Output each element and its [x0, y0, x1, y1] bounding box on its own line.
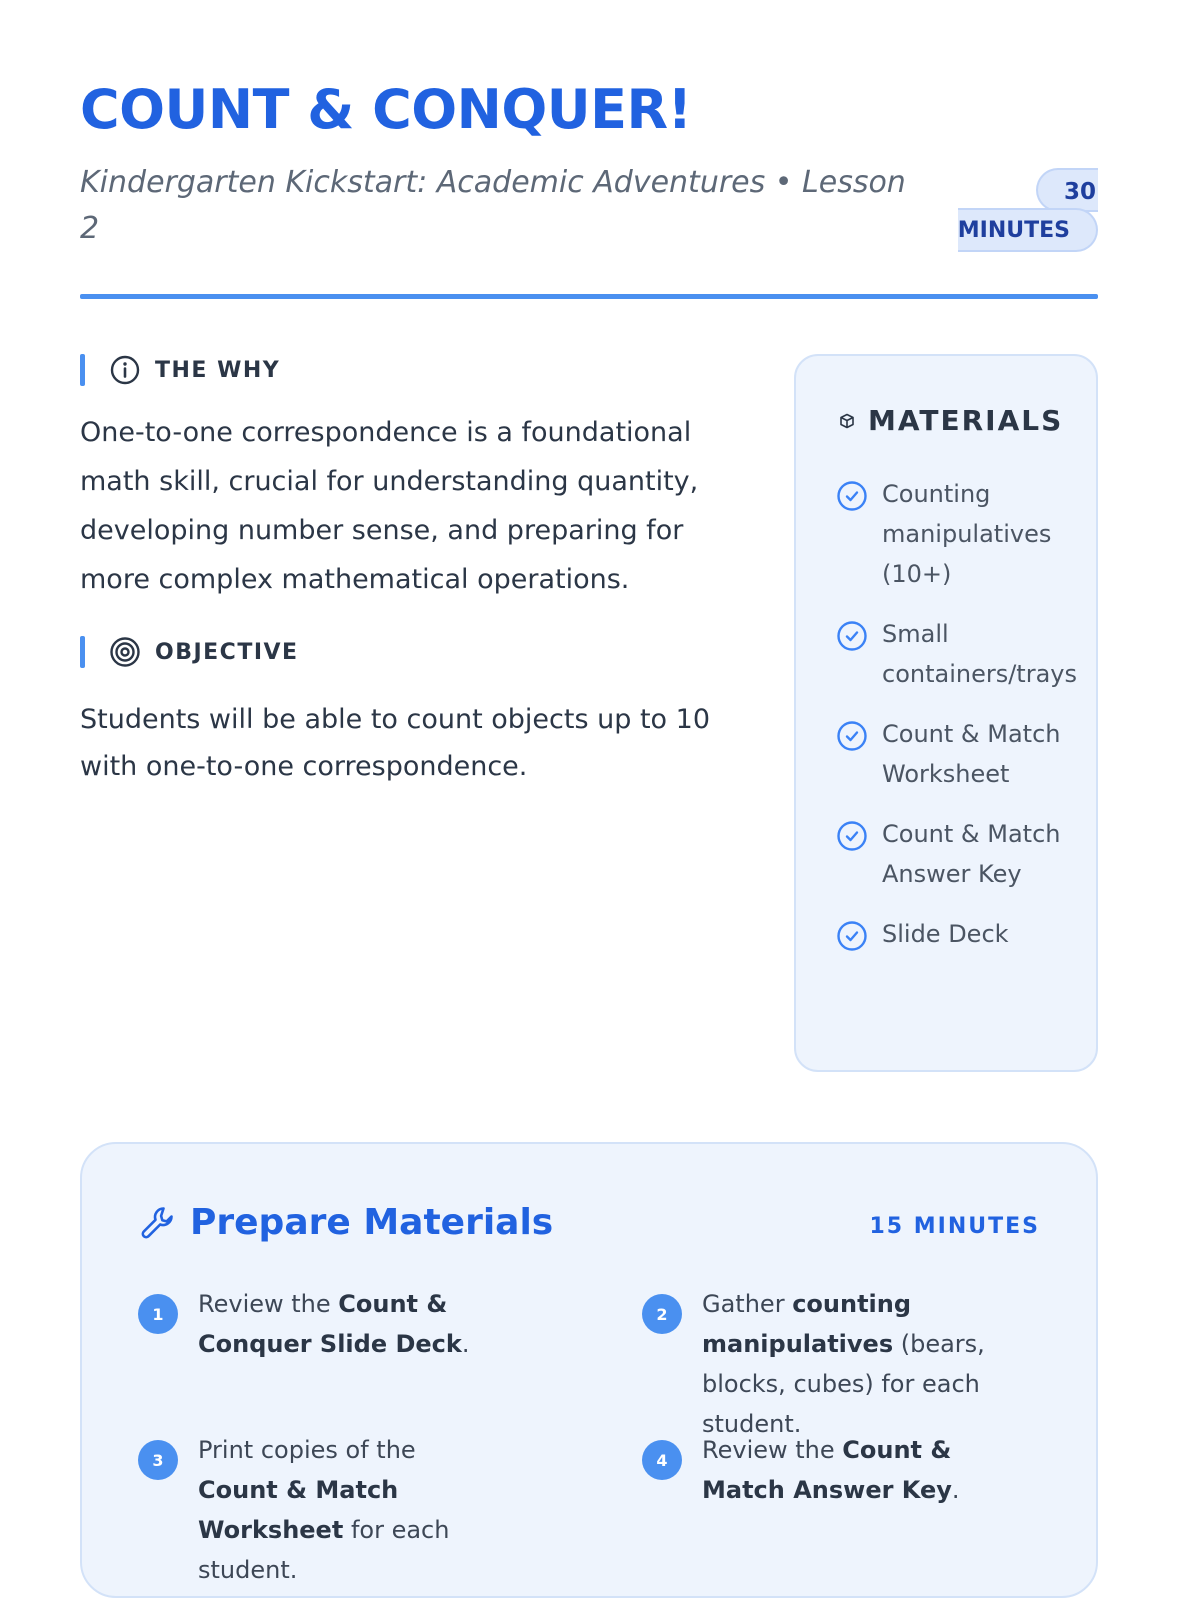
check-circle-icon	[836, 620, 868, 652]
material-text: Slide Deck	[882, 920, 1009, 948]
step-text-run: .	[951, 1476, 960, 1504]
step-number: 4	[642, 1440, 682, 1480]
step-number: 2	[642, 1294, 682, 1334]
materials-label: MATERIALS	[868, 404, 1064, 437]
step-text-bold: Count & Conquer Slide Deck	[198, 1290, 462, 1358]
step-text	[702, 1284, 1002, 1444]
duration-unit: MINUTES	[958, 208, 1098, 252]
materials-list	[836, 474, 1086, 974]
check-circle-icon	[836, 820, 868, 852]
header-divider	[80, 294, 1098, 299]
lesson-title: COUNT & CONQUER!	[80, 78, 692, 141]
step-text-run: .	[461, 1330, 470, 1358]
why-section-header	[80, 354, 280, 386]
step-text-run: for each student.	[198, 1516, 450, 1584]
step-text-run: Print copies of the	[198, 1436, 416, 1464]
material-text: Count & Match Answer Key	[882, 820, 1061, 888]
section-accent-bar	[80, 354, 85, 386]
list-item	[836, 814, 1086, 894]
step-text-run: Review the	[702, 1436, 843, 1464]
step-number: 3	[138, 1440, 178, 1480]
material-text: Small containers/trays	[882, 620, 1077, 688]
check-circle-icon	[836, 480, 868, 512]
lesson-page	[80, 0, 1098, 1600]
step-text-bold: counting manipulatives	[702, 1290, 912, 1358]
prep-step	[642, 1284, 1002, 1444]
target-icon	[109, 636, 141, 668]
material-text: Counting manipulatives (10+)	[882, 480, 1052, 588]
step-text	[702, 1430, 1002, 1510]
materials-header	[836, 404, 1063, 437]
step-text-run: (bears, blocks, cubes) for each student.	[702, 1330, 985, 1438]
box-icon	[836, 410, 858, 432]
step-text-run: Review the	[198, 1290, 339, 1318]
prepare-duration: 15 MINUTES	[869, 1214, 1040, 1239]
list-item	[836, 614, 1086, 694]
duration-badge	[957, 168, 1098, 252]
list-item	[836, 474, 1086, 594]
lesson-subtitle: Kindergarten Kickstart: Academic Adventures • Lesson 2	[80, 165, 906, 246]
check-circle-icon	[836, 720, 868, 752]
wrench-icon	[138, 1203, 178, 1243]
prep-step	[138, 1284, 498, 1364]
section-accent-bar	[80, 636, 85, 668]
step-text-bold: Count & Match Answer Key	[702, 1436, 952, 1504]
step-text	[198, 1430, 498, 1590]
duration-number: 30	[1036, 168, 1098, 212]
materials-card	[794, 354, 1098, 1072]
prep-step	[138, 1430, 498, 1590]
info-icon	[109, 354, 141, 386]
prepare-header	[138, 1202, 553, 1243]
why-label: THE WHY	[155, 357, 281, 383]
prepare-materials-card	[80, 1142, 1098, 1598]
step-text-run: Gather	[702, 1290, 793, 1318]
prepare-title: Prepare Materials	[190, 1202, 554, 1243]
material-text: Count & Match Worksheet	[882, 720, 1061, 788]
step-text	[198, 1284, 498, 1364]
objective-section-header	[80, 636, 299, 668]
list-item	[836, 714, 1086, 794]
why-text: One-to-one correspondence is a foundational math skill, crucial for understanding quantity, developing number sense, and preparing for more complex mathematical operations.	[80, 417, 699, 595]
list-item	[836, 914, 1086, 954]
step-text-bold: Count & Match Worksheet	[198, 1476, 399, 1544]
objective-text: Students will be able to count objects up to 10 with one-to-one correspondence.	[80, 704, 710, 782]
check-circle-icon	[836, 920, 868, 952]
objective-label: OBJECTIVE	[155, 639, 299, 665]
step-number: 1	[138, 1294, 178, 1334]
prep-step	[642, 1430, 1002, 1510]
